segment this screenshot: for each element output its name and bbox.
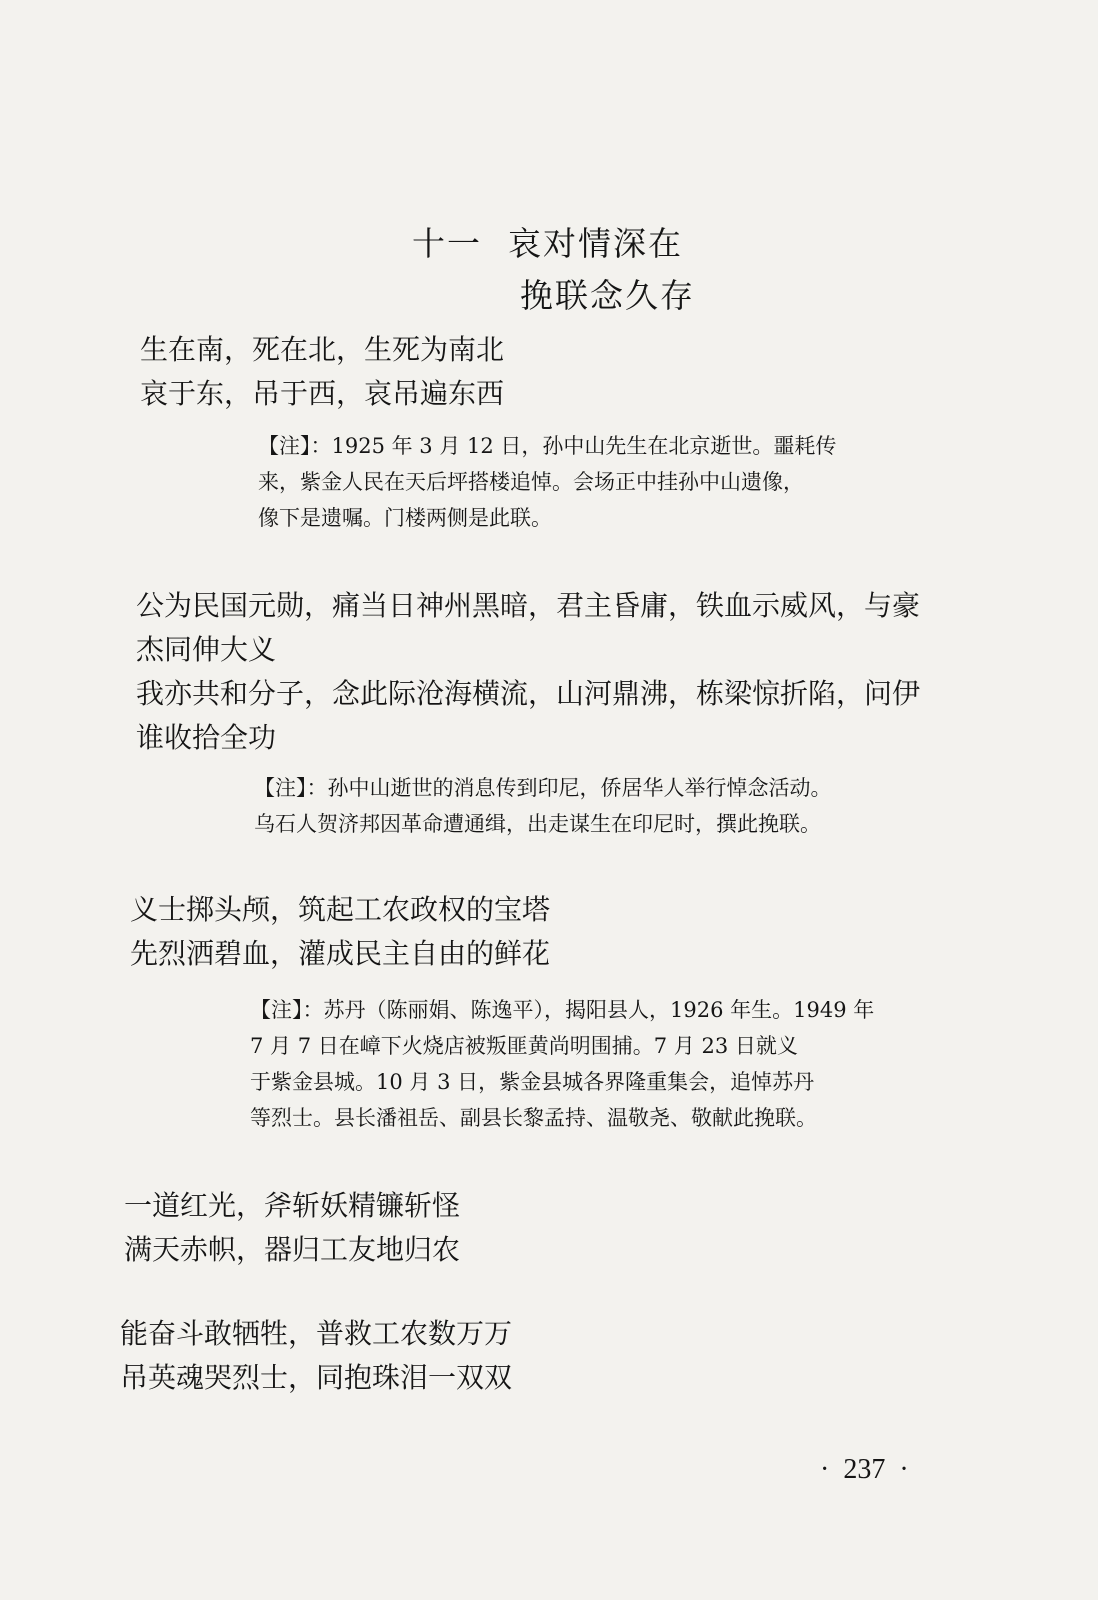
page-number-value: 237 [843, 1454, 886, 1485]
couplet-line: 吊英魂哭烈士，同抱珠泪一双双 [120, 1361, 513, 1394]
couplet-line: 杰同伸大义 [136, 633, 277, 666]
couplet-4 [124, 1184, 1098, 1272]
page-number: · 237 · [820, 1454, 909, 1485]
couplet-3 [130, 888, 1098, 976]
note-1 [258, 428, 836, 536]
couplet-line: 公为民国元勋，痛当日神州黑暗，君主昏庸，铁血示威风，与豪 [136, 589, 921, 622]
couplet-line: 我亦共和分子，念此际沧海横流，山河鼎沸，栋梁惊折陷，问伊 [136, 677, 921, 710]
couplet-line: 满天赤帜，器归工友地归农 [124, 1233, 461, 1266]
couplet-line: 先烈洒碧血，灌成民主自由的鲜花 [130, 937, 551, 970]
couplet-line: 能奋斗敢牺牲，普救工农数万万 [120, 1317, 513, 1350]
note-line: 【注】：1925 年 3 月 12 日，孙中山先生在北京逝世。噩耗传 [258, 434, 837, 458]
couplet-1 [140, 328, 1098, 416]
couplet-5 [120, 1312, 1098, 1400]
note-line: 乌石人贺济邦因革命遭通缉，出走谋生在印尼时，撰此挽联。 [254, 812, 821, 836]
couplet-2 [136, 584, 1098, 760]
couplet-line: 义士掷头颅，筑起工农政权的宝塔 [130, 893, 551, 926]
note-line: 像下是遗嘱。门楼两侧是此联。 [258, 506, 552, 530]
note-line: 【注】：孙中山逝世的消息传到印尼，侨居华人举行悼念活动。 [254, 776, 832, 800]
couplet-line: 一道红光，斧斩妖精镰斩怪 [124, 1189, 461, 1222]
couplet-line: 生在南，死在北，生死为南北 [140, 333, 505, 366]
chapter-title-line1: 哀对情深在 [508, 224, 683, 263]
note-line: 来，紫金人民在天后坪搭楼追悼。会场正中挂孙中山遗像， [258, 470, 804, 494]
chapter-heading-line1 [412, 218, 683, 265]
note-2 [254, 770, 832, 842]
couplet-line: 谁收拾全功 [136, 721, 277, 754]
chapter-title-line2: 挽联念久存 [520, 276, 695, 315]
note-line: 7 月 7 日在嶂下火烧店被叛匪黄尚明围捕。7 月 23 日就义 [250, 1034, 798, 1058]
chapter-number: 十一 [412, 224, 482, 263]
note-3 [250, 992, 874, 1136]
note-line: 等烈士。县长潘祖岳、副县长黎孟持、温敬尧、敬献此挽联。 [250, 1106, 817, 1130]
couplet-line: 哀于东，吊于西，哀吊遍东西 [140, 377, 505, 410]
note-line: 于紫金县城。10 月 3 日，紫金县城各界隆重集会，追悼苏丹 [250, 1070, 815, 1094]
note-line: 【注】：苏丹（陈丽娟、陈逸平），揭阳县人，1926 年生。1949 年 [250, 998, 875, 1022]
